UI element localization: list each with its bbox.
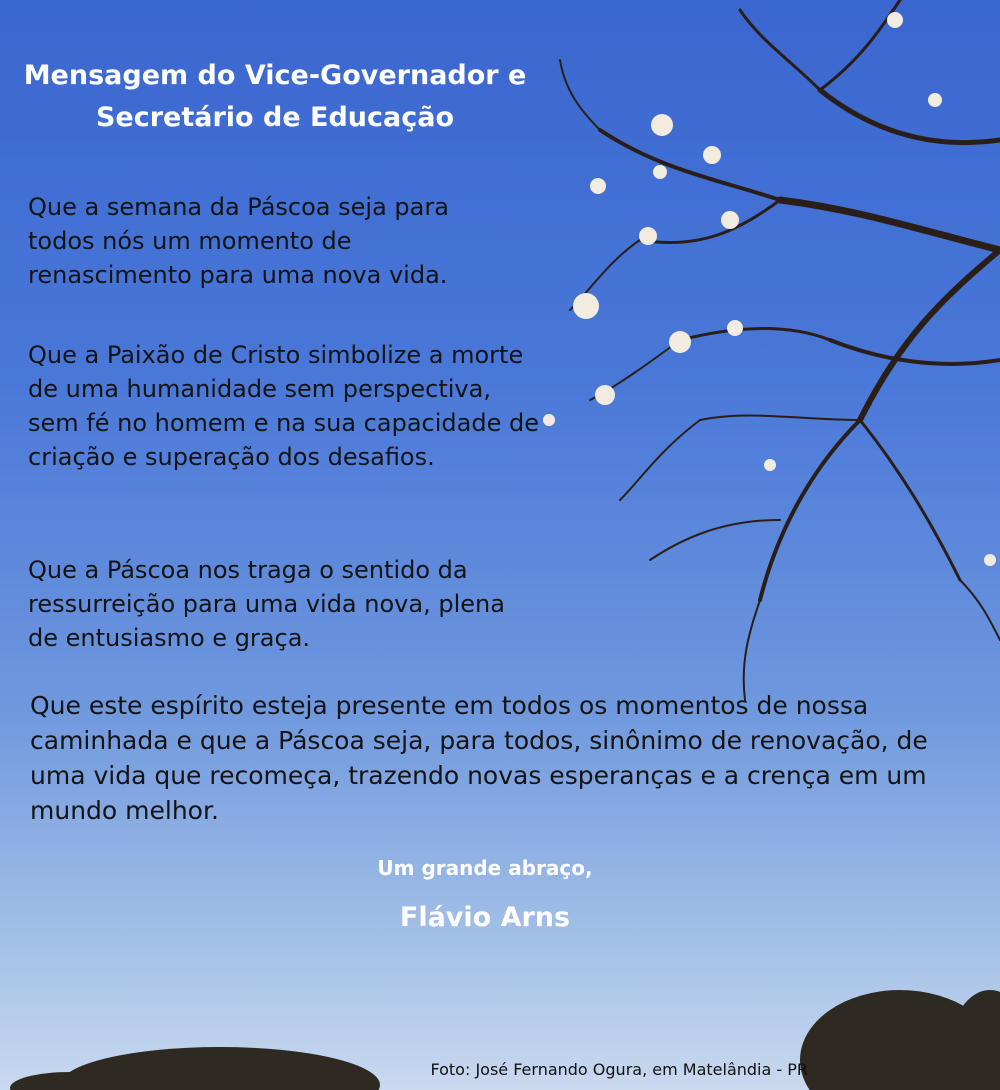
paragraph-easter-week: Que a semana da Páscoa seja para todos nós um momento de renascimento para uma nova vida. xyxy=(28,193,449,289)
signature: Flávio Arns xyxy=(399,902,571,933)
photo-credit: Foto: José Fernando Ogura, em Matelândia - PR xyxy=(430,1060,808,1079)
title-line-2: Secretário de Educação xyxy=(95,102,455,133)
paragraph-resurrection: Que a Páscoa nos traga o sentido da ressurreição para uma vida nova, plena de entusiasmo e graça. xyxy=(28,556,505,652)
paragraph-renewal: Que este espírito esteja presente em todos os momentos de nossa caminhada e que a Páscoa seja, para todos, sinônimo de renovação, de uma vida que recomeça, trazendo novas esperanças e a crença em um mundo melhor. xyxy=(30,691,928,825)
paragraph-passion-of-christ: Que a Paixão de Cristo simbolize a morte de uma humanidade sem perspectiva, sem fé no homem e na sua capacidade de criação e superação dos desafios. xyxy=(28,341,539,471)
closing-text: Um grande abraço, xyxy=(377,856,593,880)
tree-blossoms xyxy=(543,12,996,566)
message-title xyxy=(0,55,550,139)
title-line-1: Mensagem do Vice-Governador e xyxy=(23,60,527,91)
